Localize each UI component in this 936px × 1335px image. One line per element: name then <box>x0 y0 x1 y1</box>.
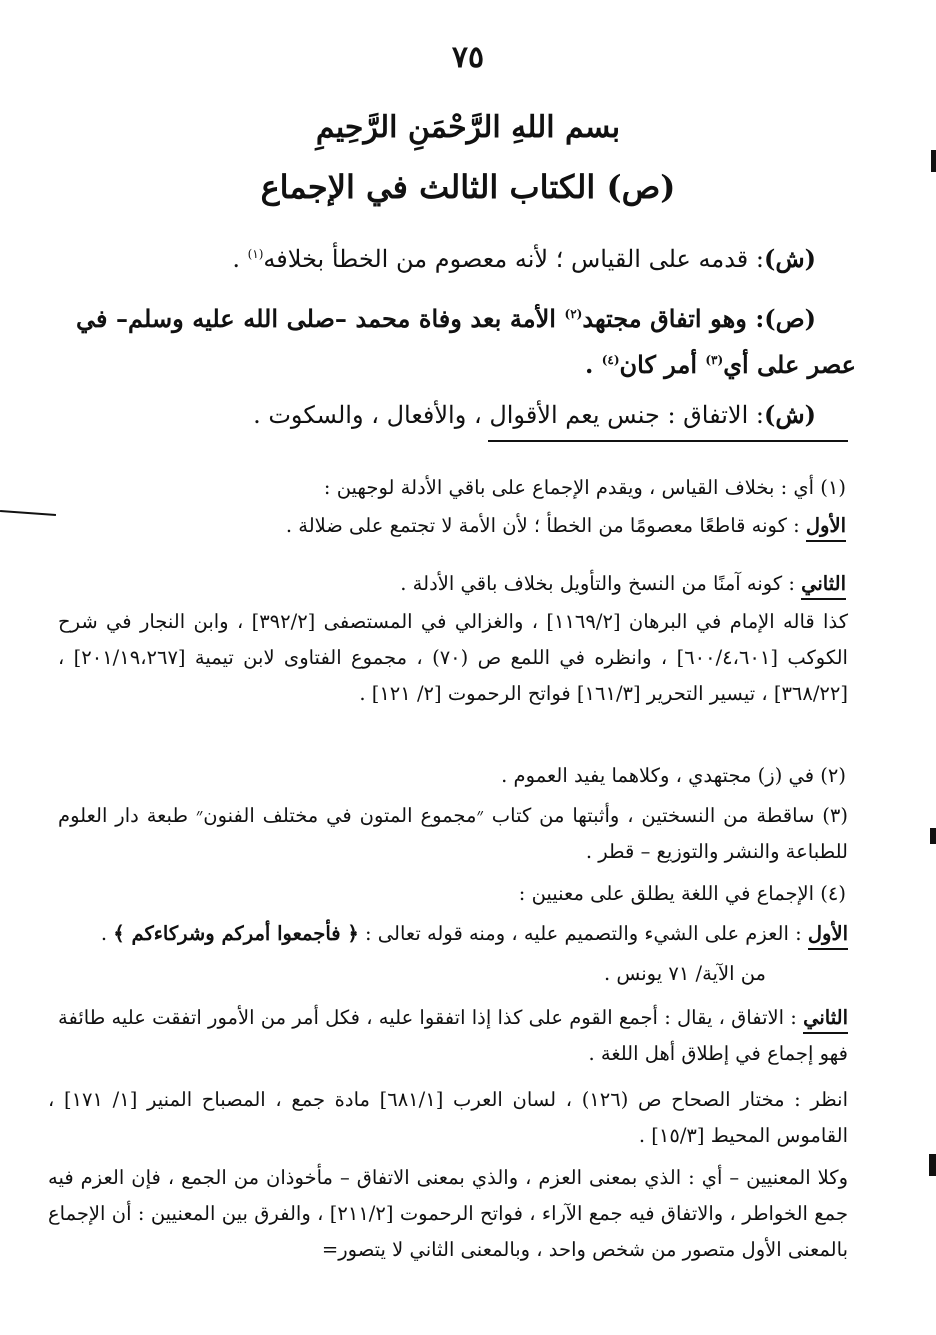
footnote-1-intro <box>76 470 846 506</box>
footnote-number: (٤) <box>820 882 846 905</box>
basmala-heading: بسم اللهِ الرَّحْمَنِ الرَّحِيمِ <box>315 110 621 145</box>
main-paragraph-commentary-1 <box>76 236 856 282</box>
footnote-ref-2: (٢) <box>564 307 583 321</box>
footnote-2 <box>76 758 846 794</box>
footnote-text: الإجماع في اللغة يطلق على معنيين : <box>518 882 815 905</box>
term-second: الثاني <box>801 570 846 600</box>
footnote-1-second <box>76 566 846 602</box>
main-paragraph-text-definition <box>76 296 856 388</box>
commentary-label: (ش) <box>763 244 816 273</box>
term-second: الثاني <box>803 1004 848 1034</box>
scan-mark <box>931 150 936 172</box>
footnote-number: (٢) <box>820 764 846 787</box>
footnote-number: (١) <box>820 476 846 499</box>
term-first: الأول <box>806 512 846 542</box>
term-first: الأول <box>808 920 848 950</box>
commentary-label-2: (ش) <box>763 400 816 429</box>
footnote-text: ساقطة من النسختين ، وأثبتها من كتاب ״مجموع المتون في مختلف الفنون״ طبعة دار العلوم للطباعة والنشر والتوزيع – قطر . <box>58 804 848 863</box>
footnote-1-references: كذا قاله الإمام في البرهان [١١٦٩/٢] ، والغزالي في المستصفى [٣٩٢/٢] ، وابن النجار في شرح الكوكب [٦٠٠/٤،٦٠١] ، وانظره في اللمع ص (٧٠) ، مجموع الفتاوى لابن تيمية [٢٠١/١٩،٢٦٧] ، [٣٦٨/٢٢] ، تيسير التحرير [١٦١/٣] فواتح الرحموت [٢/ ١٢١] . <box>58 610 848 705</box>
main-paragraph-commentary-2 <box>76 392 856 438</box>
scan-mark <box>930 828 936 844</box>
footnote-separator <box>488 440 848 442</box>
footnote-text: : كونه آمنًا من النسخ والتأويل بخلاف باقي الأدلة . <box>400 572 795 595</box>
quran-verse: ﴿ فأجمعوا أمركم وشركاءكم ﴾ <box>113 922 359 945</box>
footnote-text: : العزم على الشيء والتصميم عليه ، ومنه قوله تعالى : <box>365 922 802 945</box>
scan-mark <box>929 1154 936 1176</box>
chapter-title: (ص) الكتاب الثالث في الإجماع <box>260 168 676 206</box>
footnote-4-intro <box>76 876 846 912</box>
definition-text-a: : وهو اتفاق مجتهد <box>582 304 765 333</box>
footnote-ref-4: (٤) <box>601 353 620 367</box>
footnote-4-first <box>58 916 848 952</box>
definition-text-c: أمر كان <box>619 350 706 379</box>
footnote-text: في (ز) مجتهدي ، وكلاهما يفيد العموم . <box>501 764 815 787</box>
scan-line <box>0 510 56 516</box>
footnote-4-verse-reference: من الآية/ ٧١ يونس . <box>603 962 766 985</box>
footnote-end: . <box>100 922 114 945</box>
footnote-4-second <box>58 1000 848 1072</box>
commentary-end: . <box>232 245 248 273</box>
text-label: (ص) <box>764 304 816 333</box>
footnote-3 <box>58 798 848 870</box>
footnote-ref-3: (٣) <box>705 353 724 367</box>
commentary-text: : قدمه على القياس ؛ لأنه معصوم من الخطأ بخلافه <box>263 245 764 273</box>
commentary-text-2: : الاتفاق : جنس يعم الأقوال ، والأفعال ، والسكوت . <box>253 401 764 429</box>
footnote-ref-1: (١) <box>247 247 264 261</box>
footnote-number: (٣) <box>822 804 848 827</box>
footnote-text: : الاتفاق ، يقال : أجمع القوم على كذا إذا اتفقوا عليه ، فكل أمر من الأمور اتفقت عليه طائفة فهو إجماع في إطلاق أهل اللغة . <box>58 1006 848 1065</box>
footnote-text: أي : بخلاف القياس ، ويقدم الإجماع على باقي الأدلة لوجهين : <box>323 476 815 499</box>
footnote-4-references: انظر : مختار الصحاح ص (١٢٦) ، لسان العرب [٦٨١/١] مادة جمع ، المصباح المنير [١/ ١٧١] ، القاموس المحيط [١٥/٣] . <box>48 1088 848 1147</box>
footnote-text: : كونه قاطعًا معصومًا من الخطأ ؛ لأن الأمة لا تجتمع على ضلالة . <box>285 514 800 537</box>
footnote-4-final: وكلا المعنيين – أي : الذي بمعنى العزم ، والذي بمعنى الاتفاق – مأخوذان من الجمع ، فإن العزم فيه جمع الخواطر ، والاتفاق فيه جمع الآراء ، فواتح الرحموت [٢١١/٢] ، والفرق بين المعنيين : أن الإجماع بالمعنى الأول متصور من شخص واحد ، وبالمعنى الثاني لا يتصور= <box>48 1166 848 1261</box>
page-number: ٧٥ <box>451 40 485 75</box>
definition-end: . <box>584 350 602 379</box>
definition-text-b: الأمة بعد وفاة محمد –صلى الله عليه وسلم– في عصر على أي <box>76 304 856 379</box>
footnote-1-first <box>76 508 846 544</box>
